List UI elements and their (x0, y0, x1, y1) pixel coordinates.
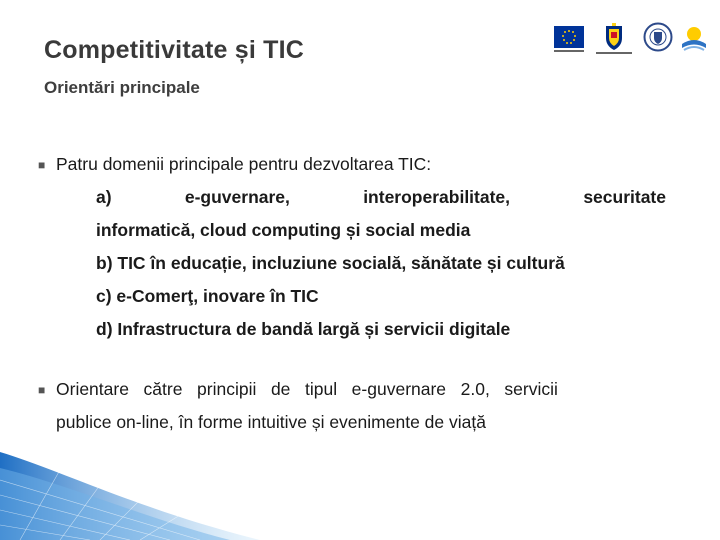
program-logo (680, 24, 708, 54)
bullet-block-orientation (56, 373, 666, 439)
bullet-intro: Patru domenii principale pentru dezvoltarea TIC: (56, 154, 432, 174)
decorative-wave (0, 440, 320, 540)
bullet-block-domains (56, 148, 666, 346)
page-title: Competitivitate și TIC (44, 36, 304, 64)
coat-of-arms-caption (596, 52, 632, 54)
item-b: b) TIC în educație, incluziune socială, sănătate și cultură (96, 253, 565, 273)
government-seal-logo (643, 22, 673, 52)
bullet-marker: ■ (38, 158, 46, 172)
eu-logo-caption (554, 50, 584, 52)
item-d: d) Infrastructura de bandă largă și servicii digitale (96, 319, 511, 339)
bullet-marker: ■ (38, 383, 46, 397)
item-a-line1: a) e-guvernare, interoperabilitate, securitate (96, 187, 666, 207)
eu-flag-logo (554, 26, 584, 48)
page-subtitle: Orientări principale (44, 78, 200, 97)
item-c: c) e-Comerţ, inovare în TIC (96, 286, 319, 306)
bullet2-line1: Orientare către principii de tipul e-guvernare 2.0, servicii (56, 379, 558, 399)
item-a-line2: informatică, cloud computing și social media (96, 220, 471, 240)
logo-strip (548, 18, 708, 62)
romanian-coat-of-arms-logo (603, 22, 625, 52)
bullet2-line2: publice on-line, în forme intuitive și evenimente de viață (56, 412, 486, 432)
